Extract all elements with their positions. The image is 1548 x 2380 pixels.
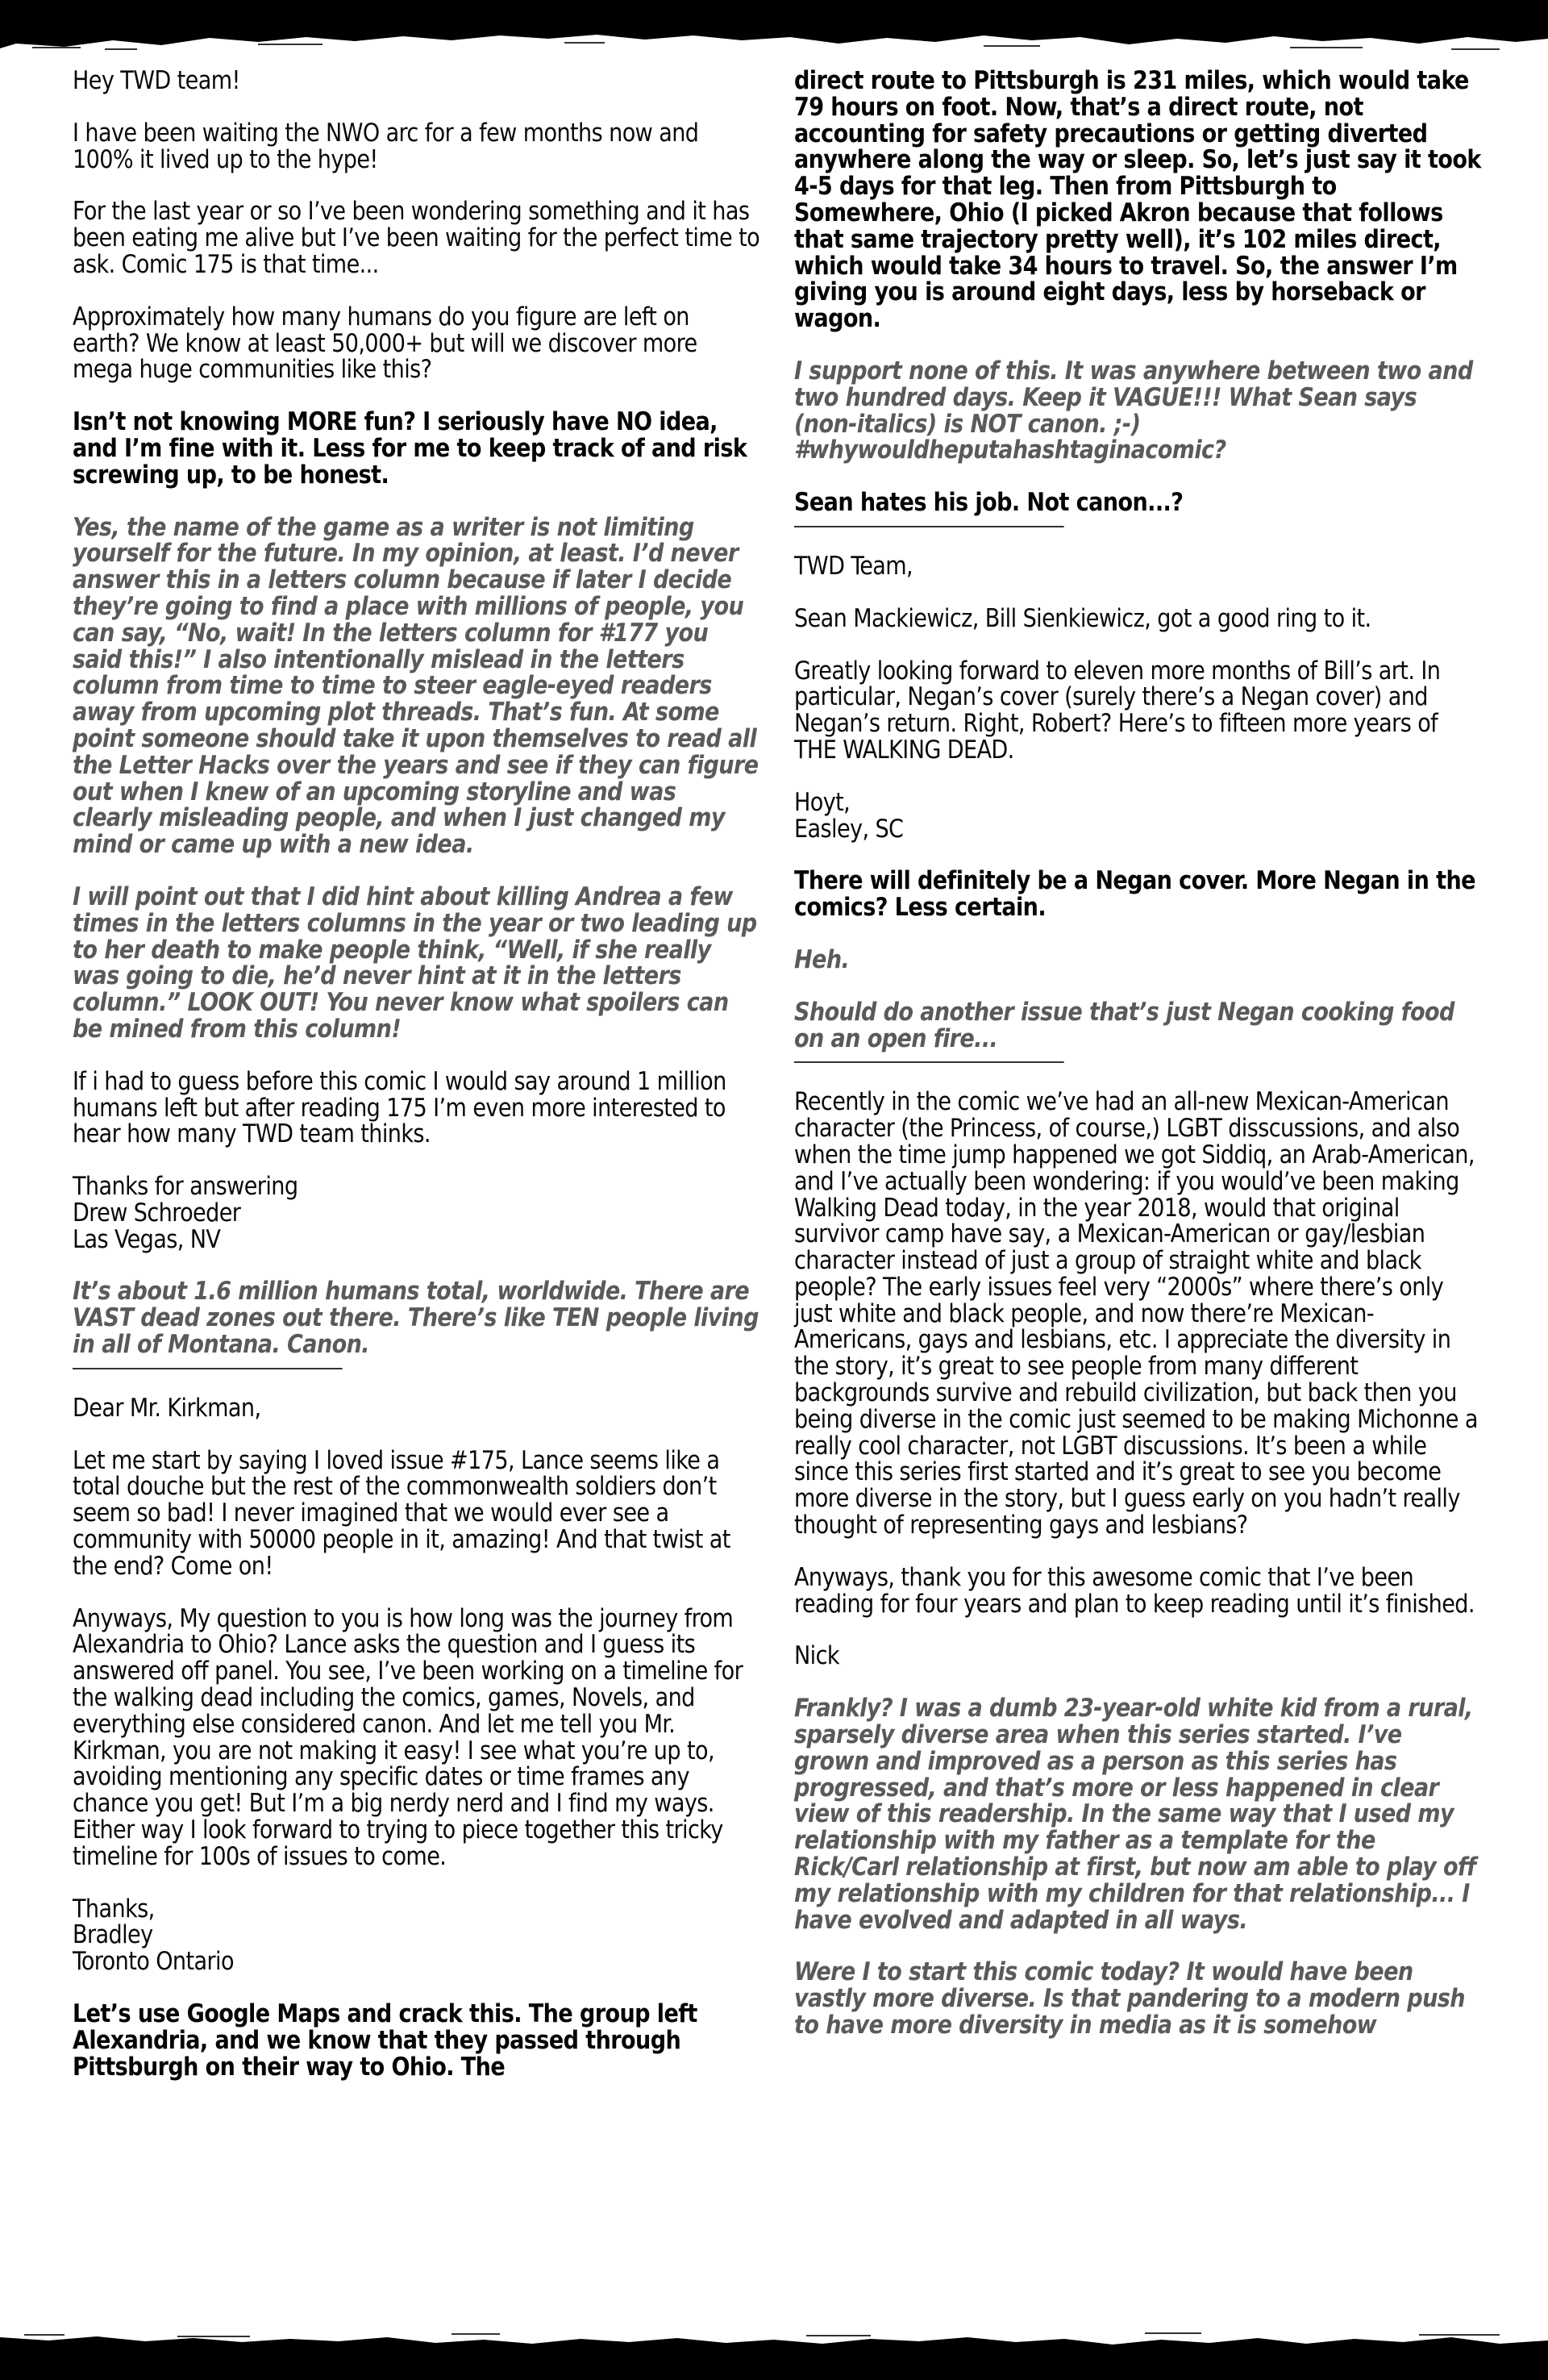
letter-paragraph: Recently in the comic we’ve had an all-new Mexican-American character (the Princess, of course,) LGBT disscussions, and also when the time jump happened we got Siddiq, an Arab-American, and I’ve actually been wondering: if you would’ve been making Walking Dead today, in the year 2018, would that original survivor camp have say, a Mexican-American or gay/lesbian character instead of just a group of straight white and black people? The early issues feel very “2000s” where there’s only just white and black people, and now there’re Mexican-Americans, gays and lesbians, etc. I appreciate the diversity in the story, it’s great to see people from many different backgrounds survive and rebuild civilization, but back then you being diverse in the comic just seemed to be making Michonne a really cool character, not LGBT discussions. It’s been a while since this series first started and it’s great to see you become more diverse in the story, but I guess early on you hadn’t really thought of representing gays and lesbians? <box>794 1087 1478 1540</box>
signoff-location: Las Vegas, NV <box>73 1224 221 1254</box>
bottom-grunge-edge <box>0 2329 1548 2353</box>
author-reply: Were I to start this comic today? It would have been vastly more diverse. Is that pandering to a modern push to have more diversity in media as it is somehow <box>794 1957 1465 2040</box>
letter-greeting: TWD Team, <box>794 551 913 581</box>
letter-paragraph: Sean Mackiewicz, Bill Sienkiewicz, got a good ring to it. <box>794 603 1371 633</box>
letter-paragraph: Anyways, thank you for this awesome comic that I’ve been reading for four years and plan to keep reading until it’s finished. <box>794 1562 1475 1619</box>
signoff-name: Bradley <box>73 1920 153 1950</box>
letter-greeting: Dear Mr. Kirkman, <box>73 1393 261 1423</box>
author-reply: Heh. <box>794 944 850 974</box>
letter-signoff <box>73 1896 761 1975</box>
letter-paragraph: Let me start by saying I loved issue #175, Lance seems like a total douche but the rest of the commonwealth soldiers don’t seem so bad! I never imagined that we would ever see a community with 50000 people in it, amazing! And that twist at the end? Come on! <box>73 1445 730 1581</box>
letter-divider <box>794 526 1064 527</box>
letter-paragraph: I have been waiting the NWO arc for a few months now and 100% it lived up to the hype! <box>73 118 699 174</box>
author-reply: Frankly? I was a dumb 23-year-old white kid from a rural, sparsely diverse area when this series started. I’ve grown and improved as a person as this series has progressed, and that’s more or less happened in clear view of this readership. In the same way that I used my relationship with my father as a template for the Rick/Carl relationship at first, but now am able to play off my relationship with my children for that relationship... I have evolved and adapted in all ways. <box>794 1694 1476 1935</box>
letter-signoff <box>794 787 1483 844</box>
top-grunge-edge <box>0 31 1548 55</box>
signoff-location: Easley, SC <box>794 814 904 844</box>
letter-paragraph: If i had to guess before this comic I would say around 1 million humans left but after reading 175 I’m even more interested to hear how many TWD team thinks. <box>73 1066 726 1149</box>
author-reply: Yes, the name of the game as a writer is not limiting yourself for the future. In my opinion, at least. I’d never answer this in a letters column because if later I decide they’re going to find a place with millions of people, you can say, “No, wait! In the letters column for #177 you said this!” I also intentionally mislead in the letters column from time to time to steer eagle-eyed readers away from upcoming plot threads. That’s fun. At some point someone should take it upon themselves to read all the Letter Hacks over the years and see if they can figure out when I knew of an upcoming storyline and was clearly misleading people, and when I just changed my mind or came up with a new idea. <box>73 512 759 860</box>
letter-divider <box>794 1061 1064 1063</box>
letter-paragraph: Approximately how many humans do you figure are left on earth? We know at least 50,000+ but will we discover more mega huge communities like this? <box>73 302 697 385</box>
letter-paragraph: Anyways, My question to you is how long was the journey from Alexandria to Ohio? Lance asks the question and I guess its answered off panel. You see, I’ve been working on a timeline for the walking dead including the comics, games, Novels, and everything else considered canon. And let me tell you Mr. Kirkman, you are not making it easy! I see what you’re up to, avoiding mentioning any specific dates or time frames any chance you get! But I’m a big nerdy nerd and I find my ways. Either way I look forward to trying to piece together this tricky timeline for 100s of issues to come. <box>73 1603 743 1871</box>
signoff-location: Toronto Ontario <box>73 1947 234 1977</box>
editor-reply: Let’s use Google Maps and crack this. The group left Alexandria, and we know that they passed through Pittsburgh on their way to Ohio. The <box>73 1999 697 2082</box>
letter-paragraph: Greatly looking forward to eleven more months of Bill’s art. In particular, Negan’s cover (surely there’s a Negan cover) and Negan’s return. Right, Robert? Here’s to fifteen more years of THE WALKING DEAD. <box>794 656 1441 765</box>
letter-signoff <box>73 1173 761 1253</box>
letter-greeting: Hey TWD team! <box>73 66 240 95</box>
signoff-line: Thanks, <box>73 1894 155 1924</box>
letter-divider <box>73 1368 343 1369</box>
letter-paragraph: For the last year or so I’ve been wondering something and it has been eating me alive but I’ve been waiting for the perfect time to ask. Comic 175 is that time... <box>73 197 760 279</box>
signoff-name: Nick <box>794 1641 839 1671</box>
editor-reply: There will definitely be a Negan cover. More Negan in the comics? Less certain. <box>794 866 1475 923</box>
editor-reply: Isn’t not knowing MORE fun? I seriously have NO idea, and I’m fine with it. Less for me to keep track of and risk screwing up, to be honest. <box>73 407 747 490</box>
author-reply: I will point out that I did hint about killing Andrea a few times in the letters columns in the year or two leading up to her death to make people think, “Well, if she really was going to die, he’d never hint at it in the letters column.” LOOK OUT! You never know what spoilers can be mined from this column! <box>73 882 757 1044</box>
letter-signoff <box>794 1643 1483 1669</box>
editor-reply: Sean hates his job. Not canon...? <box>794 488 1184 518</box>
signoff-name: Hoyt, <box>794 787 851 817</box>
author-reply: Should do another issue that’s just Negan cooking food on an open fire... <box>794 997 1454 1053</box>
bottom-grunge-border <box>0 2352 1548 2380</box>
top-grunge-border <box>0 0 1548 32</box>
left-column <box>73 68 761 2106</box>
author-reply: It’s about 1.6 million humans total, worldwide. There are VAST dead zones out there. There’s like TEN people living in all of Montana. Canon. <box>73 1277 759 1360</box>
author-reply: I support none of this. It was anywhere between two and two hundred days. Keep it VAGUE!!! What Sean says (non-italics) is NOT canon. ;-) #whywouldheputahashtaginacomic? <box>794 356 1473 465</box>
signoff-line: Thanks for answering <box>73 1172 298 1202</box>
editor-reply-continued: direct route to Pittsburgh is 231 miles, which would take 79 hours on foot. Now, that’s a direct route, not accounting for safety precautions or getting diverted anywhere along the way or sleep. So, let’s just say it took 4-5 days for that leg. Then from Pittsburgh to Somewhere, Ohio (I picked Akron because that follows that same trajectory pretty well), it’s 102 miles direct, which would take 34 hours to travel. So, the answer I’m giving you is around eight days, less by horseback or wagon. <box>794 66 1481 334</box>
right-column <box>794 68 1483 2065</box>
signoff-name: Drew Schroeder <box>73 1198 241 1228</box>
